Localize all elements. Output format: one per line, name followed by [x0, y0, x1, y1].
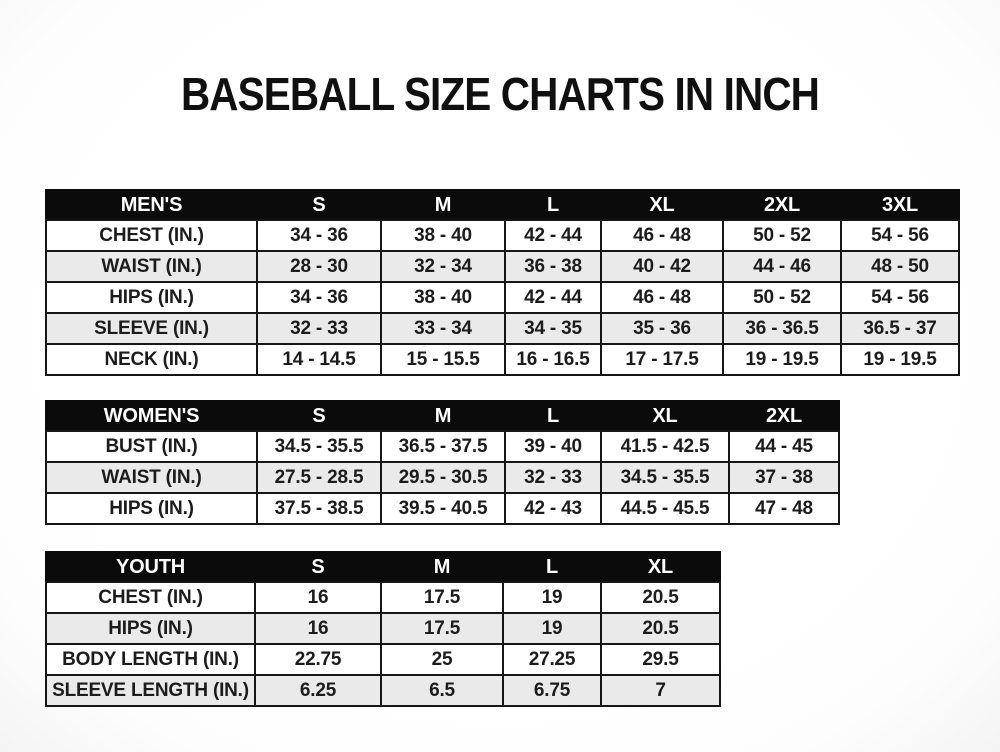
table-row-waist	[46, 462, 839, 493]
table-row-hips	[46, 613, 720, 644]
row-label: HIPS (IN.)	[46, 282, 257, 313]
size-cell: 50 - 52	[723, 282, 841, 313]
size-cell: 32 - 33	[257, 313, 381, 344]
column-header-m: M	[381, 552, 503, 582]
size-cell: 40 - 42	[601, 251, 723, 282]
size-cell: 19	[503, 582, 601, 613]
size-cell: 6.5	[381, 675, 503, 706]
size-cell: 22.75	[255, 644, 381, 675]
size-cell: 41.5 - 42.5	[601, 431, 729, 462]
column-header-m: M	[381, 190, 505, 220]
column-header-2xl: 2XL	[723, 190, 841, 220]
table-row-chest	[46, 582, 720, 613]
size-cell: 37 - 38	[729, 462, 839, 493]
size-cell: 48 - 50	[841, 251, 959, 282]
size-cell: 7	[601, 675, 720, 706]
size-cell: 47 - 48	[729, 493, 839, 524]
size-cell: 20.5	[601, 582, 720, 613]
size-cell: 17 - 17.5	[601, 344, 723, 375]
size-cell: 33 - 34	[381, 313, 505, 344]
size-cell: 19	[503, 613, 601, 644]
youth-table-title: YOUTH	[46, 552, 255, 582]
row-label: BODY LENGTH (IN.)	[46, 644, 255, 675]
column-header-m: M	[381, 401, 505, 431]
size-cell: 16	[255, 613, 381, 644]
column-header-l: L	[505, 190, 601, 220]
page-title: BASEBALL SIZE CHARTS IN INCH	[180, 68, 820, 120]
table-row-hips	[46, 493, 839, 524]
size-cell: 16 - 16.5	[505, 344, 601, 375]
row-label: WAIST (IN.)	[46, 462, 257, 493]
youth-size-table	[45, 551, 721, 707]
size-cell: 36.5 - 37	[841, 313, 959, 344]
size-cell: 27.25	[503, 644, 601, 675]
womens-table-title: WOMEN'S	[46, 401, 257, 431]
row-label: HIPS (IN.)	[46, 493, 257, 524]
youth-header-row	[46, 552, 720, 582]
column-header-l: L	[503, 552, 601, 582]
size-cell: 37.5 - 38.5	[257, 493, 381, 524]
column-header-s: S	[255, 552, 381, 582]
column-header-xl: XL	[601, 190, 723, 220]
size-cell: 36 - 38	[505, 251, 601, 282]
size-cell: 19 - 19.5	[723, 344, 841, 375]
size-cell: 36.5 - 37.5	[381, 431, 505, 462]
womens-size-table	[45, 400, 840, 525]
table-row-sleeve	[46, 313, 959, 344]
row-label: SLEEVE LENGTH (IN.)	[46, 675, 255, 706]
table-row-body-length	[46, 644, 720, 675]
mens-header-row	[46, 190, 959, 220]
size-cell: 32 - 34	[381, 251, 505, 282]
size-cell: 54 - 56	[841, 282, 959, 313]
size-cell: 42 - 44	[505, 282, 601, 313]
size-cell: 20.5	[601, 613, 720, 644]
size-cell: 6.25	[255, 675, 381, 706]
size-cell: 25	[381, 644, 503, 675]
table-row-sleeve-length	[46, 675, 720, 706]
row-label: HIPS (IN.)	[46, 613, 255, 644]
column-header-2xl: 2XL	[729, 401, 839, 431]
mens-size-table	[45, 189, 960, 376]
column-header-xl: XL	[601, 401, 729, 431]
size-cell: 34 - 36	[257, 282, 381, 313]
size-cell: 35 - 36	[601, 313, 723, 344]
size-cell: 34 - 36	[257, 220, 381, 251]
table-row-chest	[46, 220, 959, 251]
column-header-s: S	[257, 190, 381, 220]
size-cell: 39.5 - 40.5	[381, 493, 505, 524]
row-label: WAIST (IN.)	[46, 251, 257, 282]
size-cell: 44 - 45	[729, 431, 839, 462]
size-cell: 15 - 15.5	[381, 344, 505, 375]
size-cell: 34 - 35	[505, 313, 601, 344]
row-label: NECK (IN.)	[46, 344, 257, 375]
size-cell: 38 - 40	[381, 220, 505, 251]
column-header-xl: XL	[601, 552, 720, 582]
size-cell: 54 - 56	[841, 220, 959, 251]
size-cell: 39 - 40	[505, 431, 601, 462]
size-cell: 50 - 52	[723, 220, 841, 251]
size-cell: 34.5 - 35.5	[601, 462, 729, 493]
size-cell: 32 - 33	[505, 462, 601, 493]
table-row-bust	[46, 431, 839, 462]
size-cell: 6.75	[503, 675, 601, 706]
row-label: SLEEVE (IN.)	[46, 313, 257, 344]
column-header-s: S	[257, 401, 381, 431]
row-label: BUST (IN.)	[46, 431, 257, 462]
table-row-neck	[46, 344, 959, 375]
size-cell: 28 - 30	[257, 251, 381, 282]
size-cell: 14 - 14.5	[257, 344, 381, 375]
size-cell: 29.5	[601, 644, 720, 675]
size-cell: 17.5	[381, 613, 503, 644]
row-label: CHEST (IN.)	[46, 220, 257, 251]
womens-header-row	[46, 401, 839, 431]
size-cell: 27.5 - 28.5	[257, 462, 381, 493]
column-header-l: L	[505, 401, 601, 431]
size-cell: 34.5 - 35.5	[257, 431, 381, 462]
column-header-3xl: 3XL	[841, 190, 959, 220]
size-cell: 44 - 46	[723, 251, 841, 282]
mens-table-title: MEN'S	[46, 190, 257, 220]
size-cell: 42 - 44	[505, 220, 601, 251]
size-cell: 36 - 36.5	[723, 313, 841, 344]
size-cell: 38 - 40	[381, 282, 505, 313]
row-label: CHEST (IN.)	[46, 582, 255, 613]
size-cell: 19 - 19.5	[841, 344, 959, 375]
table-row-hips	[46, 282, 959, 313]
table-row-waist	[46, 251, 959, 282]
size-cell: 42 - 43	[505, 493, 601, 524]
size-cell: 16	[255, 582, 381, 613]
size-cell: 44.5 - 45.5	[601, 493, 729, 524]
size-cell: 46 - 48	[601, 282, 723, 313]
size-cell: 46 - 48	[601, 220, 723, 251]
size-cell: 29.5 - 30.5	[381, 462, 505, 493]
size-cell: 17.5	[381, 582, 503, 613]
